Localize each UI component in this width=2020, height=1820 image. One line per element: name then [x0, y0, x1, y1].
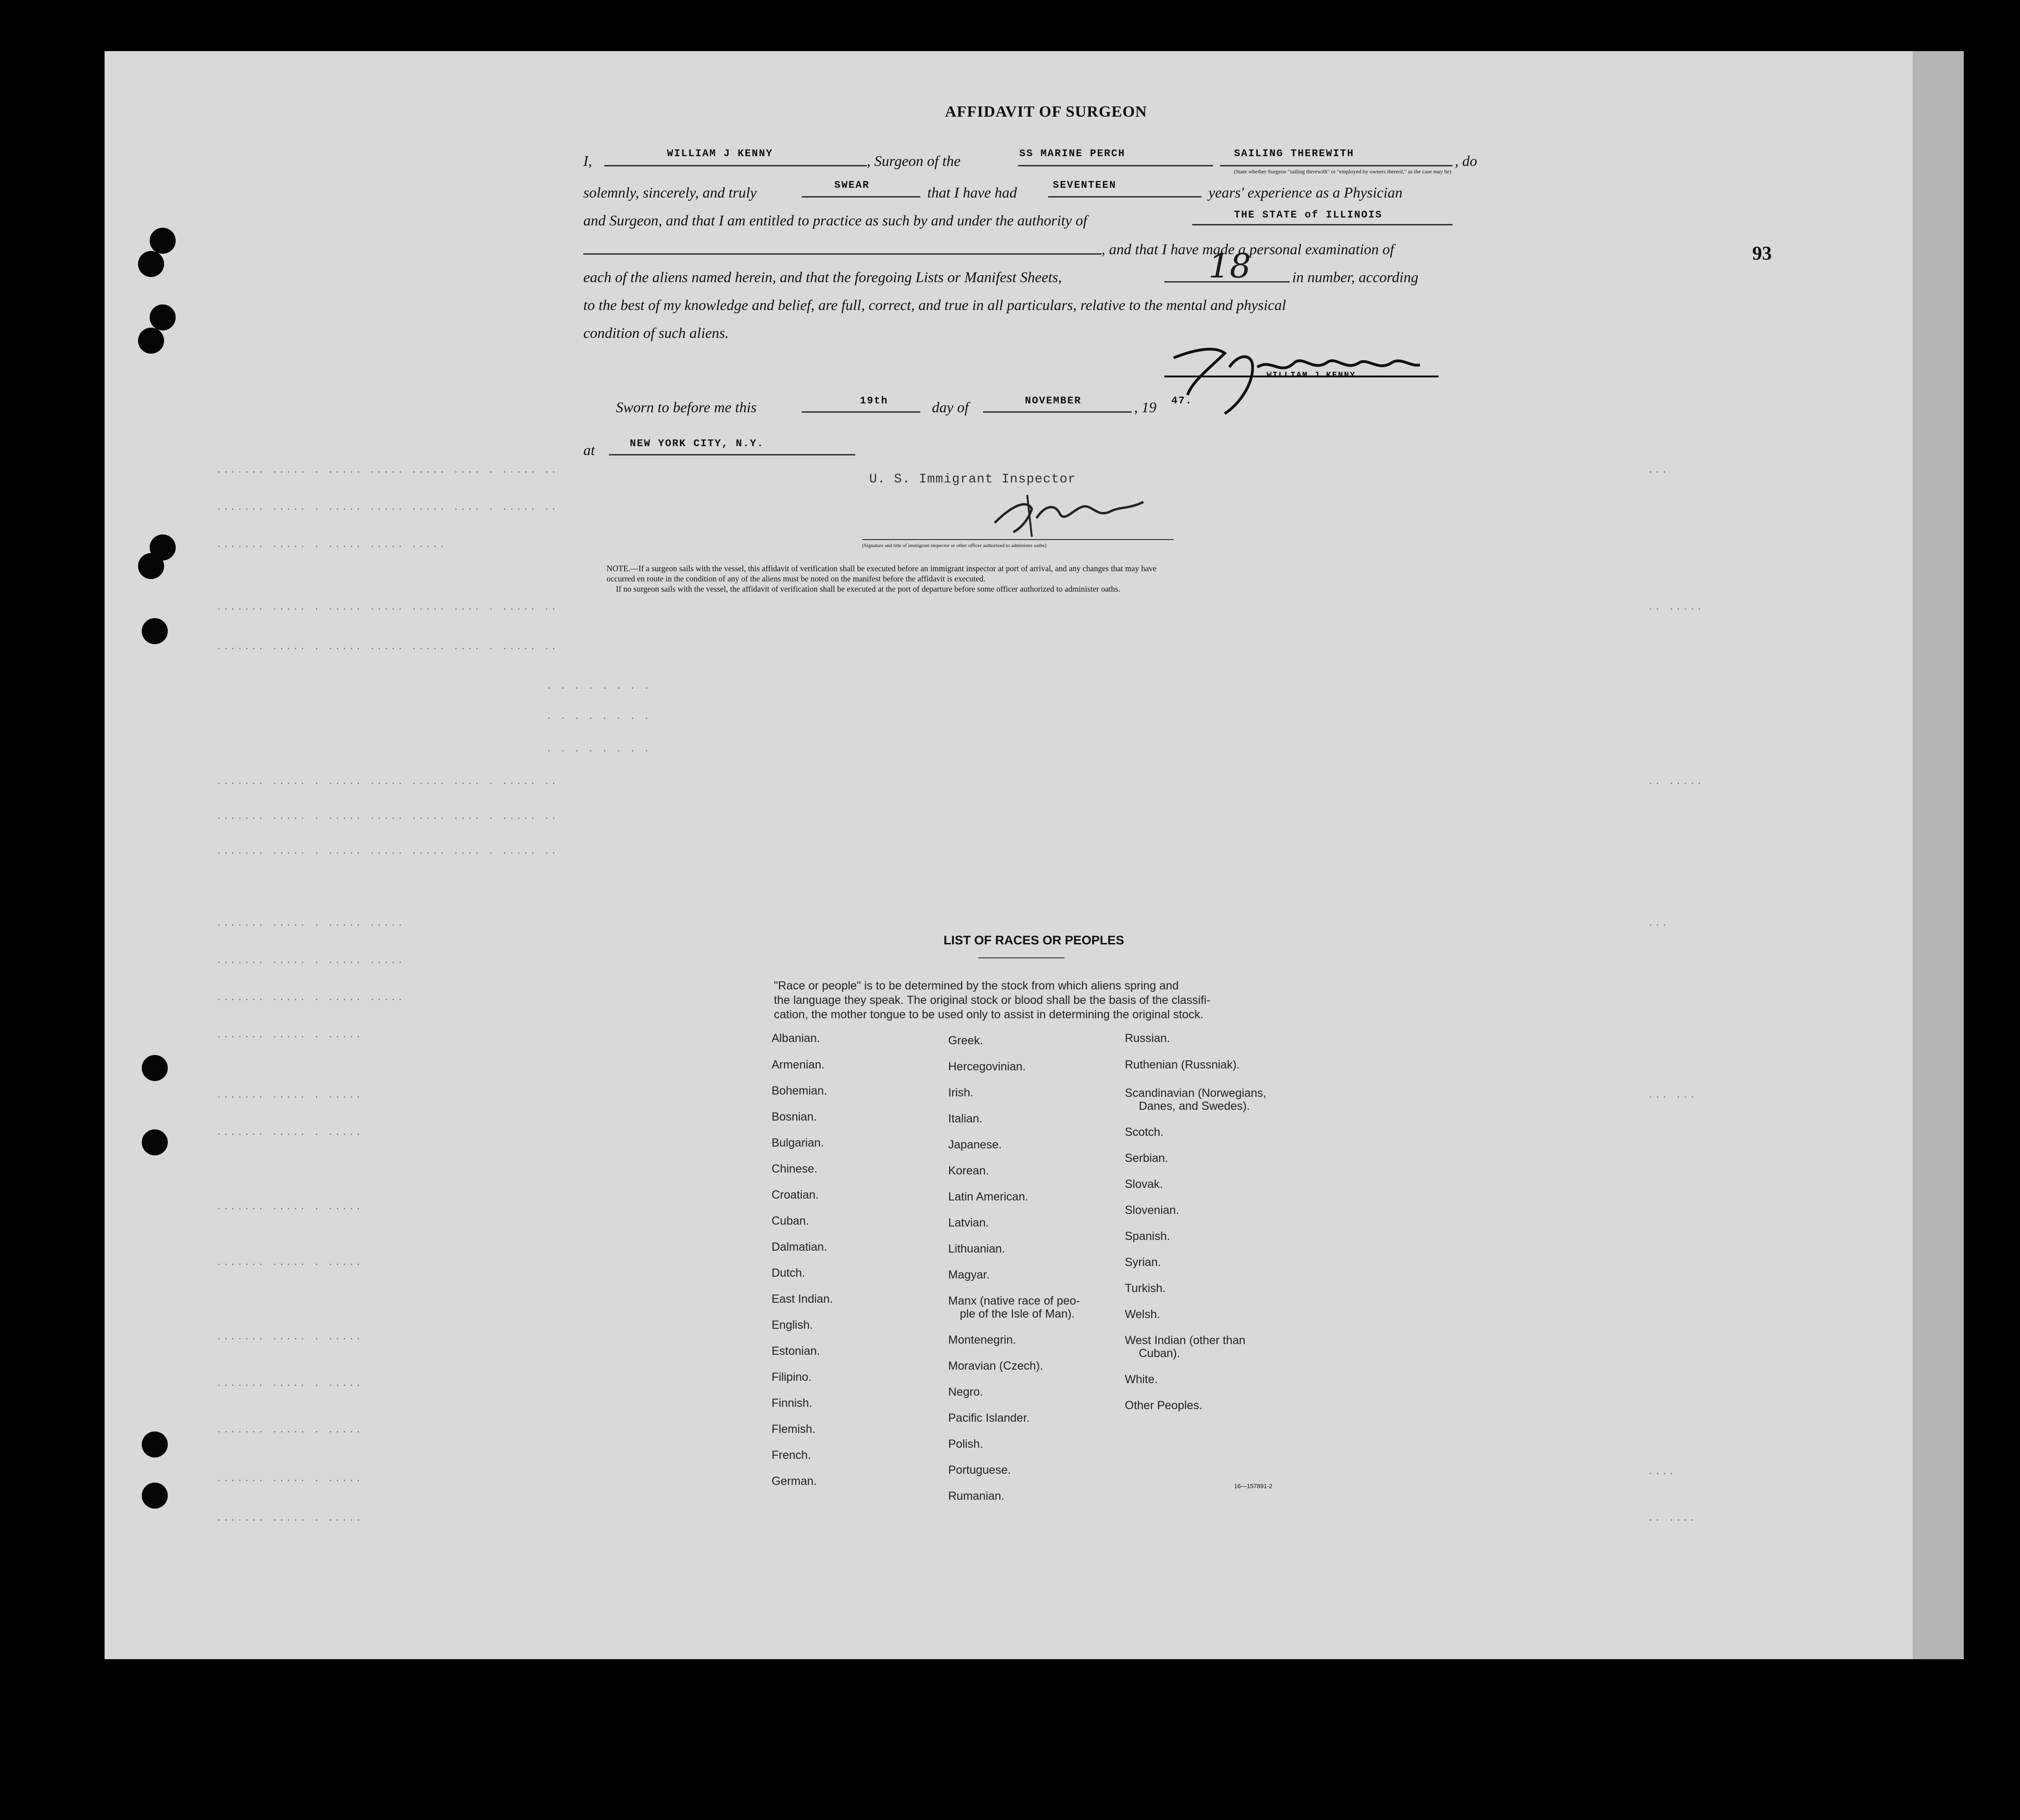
race-item: Lithuanian. [948, 1242, 1005, 1255]
race-item: English. [772, 1319, 813, 1332]
race-item: Other Peoples. [1125, 1399, 1202, 1412]
ghost-row: ······· ····· · ····· ····· ····· [216, 541, 447, 552]
ghost-row: ······· ····· · ····· ····· [216, 957, 405, 968]
year-suffix: 47. [1171, 395, 1193, 407]
race-item: Irish. [948, 1086, 974, 1099]
race-item: Italian. [948, 1112, 983, 1125]
page-edge-strip [1913, 51, 1964, 1659]
sworn-month: NOVEMBER [1025, 395, 1082, 407]
ghost-row: · · · · · · · · [546, 713, 651, 724]
day-of-label: day of [932, 399, 969, 415]
ghost-row: · · · · · · · · [546, 683, 651, 694]
vessel-name: SS MARINE PERCH [1019, 148, 1126, 159]
race-item: Polish. [948, 1438, 984, 1451]
note-line-1: NOTE.—If a surgeon sails with the vessel, this affidavit of verification shall be executed before an immigrant inspector at port of arrival, and any changes that may have [607, 564, 1157, 573]
ghost-row: ······· ····· · ····· [216, 1427, 363, 1438]
race-item: Bohemian. [772, 1084, 827, 1097]
ghost-row: ······· ····· · ····· [216, 1129, 363, 1140]
race-item: Magyar. [948, 1268, 990, 1281]
surgeon-name: WILLIAM J KENNY [667, 148, 773, 159]
inspector-title: U. S. Immigrant Inspector [869, 472, 1076, 487]
inspector-signature [985, 486, 1162, 541]
races-title: LIST OF RACES OR PEOPLES [944, 933, 1124, 947]
race-item: White. [1125, 1373, 1158, 1386]
race-item: Syrian. [1125, 1256, 1161, 1269]
race-item: Russian. [1125, 1032, 1170, 1045]
ghost-row: ···· [1648, 1469, 1676, 1479]
race-item: Slovak. [1125, 1178, 1163, 1191]
race-item: ple of the Isle of Man). [960, 1307, 1075, 1320]
race-item: Dutch. [772, 1266, 805, 1279]
race-item: German. [772, 1475, 817, 1488]
race-item: Ruthenian (Russniak). [1125, 1058, 1240, 1071]
place-value: NEW YORK CITY, N.Y. [630, 438, 764, 449]
manifest-page [105, 51, 1913, 1659]
ghost-row: ······· ····· · ····· [216, 1092, 363, 1103]
race-item: Spanish. [1125, 1230, 1170, 1243]
ghost-row: ······· ····· · ····· ····· ····· ···· · ····· ·· [216, 778, 558, 789]
ghost-row: ······· ····· · ····· ····· ····· ···· · ····· ·· [216, 504, 558, 515]
race-item: Danes, and Swedes). [1139, 1100, 1250, 1113]
race-item: French. [772, 1449, 811, 1462]
races-intro-line-2: the language they speak. The original stock or blood shall be the basis of the classifi- [774, 994, 1210, 1007]
ghost-row: ······· ····· · ····· ····· ····· ···· · ····· ·· [216, 644, 558, 654]
race-item: Moravian (Czech). [948, 1359, 1043, 1372]
race-item: Bosnian. [772, 1110, 817, 1123]
experience-label: years' experience as a Physician [1208, 184, 1403, 201]
punch-hole [142, 1431, 168, 1457]
race-item: Serbian. [1125, 1152, 1168, 1165]
place-rule [609, 454, 855, 455]
race-item: Chinese. [772, 1162, 818, 1175]
race-item: Bulgarian. [772, 1136, 824, 1149]
ghost-row: ······· ····· · ····· [216, 1380, 363, 1391]
punch-hole [150, 228, 176, 254]
year-prefix: , 19 [1134, 399, 1156, 415]
ghost-row: ·· ····· [1648, 604, 1704, 615]
surgeon-of-label: , Surgeon of the [867, 152, 961, 169]
ghost-row: ······· ····· · ····· ····· ····· ···· · ····· ·· [216, 604, 558, 615]
ghost-row: ······· ····· · ····· [216, 1032, 363, 1042]
race-item: Latin American. [948, 1190, 1029, 1203]
ghost-row: ······· ····· · ····· [216, 1204, 363, 1214]
race-item: East Indian. [772, 1292, 833, 1306]
races-intro-line-3: cation, the mother tongue to be used only to assist in determining the original stock. [774, 1008, 1204, 1021]
race-item: Cuban. [772, 1214, 809, 1227]
race-item: Turkish. [1125, 1282, 1166, 1295]
condition-label: condition of such aliens. [583, 324, 729, 341]
ghost-row: ······· ····· · ····· [216, 1515, 363, 1526]
solemnly-label: solemnly, sincerely, and truly [583, 184, 757, 201]
sheets-count: 18 [1208, 246, 1251, 285]
affidavit-title: AFFIDAVIT OF SURGEON [945, 103, 1147, 120]
ghost-row: ······· ····· · ····· [216, 1334, 363, 1345]
race-item: Pacific Islander. [948, 1411, 1030, 1424]
state-whether-note: (State whether Surgeon "sailing therewith" or "employed by owners thereof," as the case may be) [1234, 168, 1452, 175]
inspector-caption: (Signature and title of immigrant inspector or other officer authorized to administer oaths) [862, 543, 1047, 548]
race-item: Negro. [948, 1385, 984, 1398]
sworn-month-rule [983, 411, 1132, 413]
race-item: Croatian. [772, 1188, 819, 1201]
sailing-rule [1220, 165, 1452, 166]
race-item: Hercegovinian. [948, 1060, 1026, 1073]
race-item: Manx (native race of peo- [948, 1294, 1080, 1307]
authority-value: THE STATE of ILLINOIS [1234, 209, 1383, 221]
name-rule [604, 165, 867, 166]
oath-word: SWEAR [834, 179, 870, 191]
vessel-rule [1018, 165, 1213, 166]
ghost-row: ······· ····· · ····· [216, 1476, 363, 1486]
ghost-row: ······· ····· · ····· ····· ····· ···· · ····· ·· [216, 467, 558, 478]
at-label: at [583, 442, 595, 458]
sworn-day: 19th [860, 395, 888, 407]
belief-label: to the best of my knowledge and belief, are full, correct, and true in all particulars, relative to the mental and physical [583, 297, 1286, 313]
note-line-3: If no surgeon sails with the vessel, the affidavit of verification shall be executed at the port of departure before some officer authorized to administer oaths. [616, 584, 1121, 593]
ghost-row: · · · · · · · · [546, 746, 651, 757]
races-intro-line-1: "Race or people" is to be determined by the stock from which aliens spring and [774, 979, 1179, 992]
number-label: in number, according [1292, 269, 1419, 285]
ghost-row: ······· ····· · ····· ····· [216, 995, 405, 1005]
ghost-row: ·· ···· [1648, 1515, 1697, 1526]
i-label: I, [583, 152, 592, 169]
ghost-row: ······· ····· · ····· [216, 1259, 363, 1270]
sworn-label: Sworn to before me this [616, 399, 757, 415]
oath-rule [802, 196, 920, 198]
ghost-row: ······· ····· · ····· ····· ····· ···· · ····· ·· [216, 813, 558, 824]
authority-continued-rule [583, 253, 1102, 255]
note-line-2: occurred en route in the condition of any of the aliens must be noted on the manifest before the affidavit is executed. [607, 574, 986, 583]
form-code: 16—157891-2 [1234, 1483, 1273, 1490]
authority-label: and Surgeon, and that I am entitled to practice as such by and under the authority of [583, 212, 1087, 229]
ghost-row: ··· ··· [1648, 1092, 1697, 1103]
years-label: that I have had [927, 184, 1017, 201]
ghost-row: ··· [1648, 920, 1669, 931]
race-item: Latvian. [948, 1216, 989, 1229]
race-item: Japanese. [948, 1138, 1002, 1151]
race-item: Flemish. [772, 1423, 816, 1436]
race-item: Cuban). [1139, 1347, 1180, 1360]
ghost-row: ·· ····· [1648, 778, 1704, 789]
signature-printed-name: WILLIAM J KENNY [1267, 371, 1356, 380]
punch-hole [138, 553, 164, 579]
examination-label: , and that I have made a personal examination of [1102, 241, 1394, 257]
race-item: Finnish. [772, 1397, 812, 1410]
race-item: Rumanian. [948, 1490, 1004, 1503]
race-item: Welsh. [1125, 1308, 1160, 1321]
race-item: Montenegrin. [948, 1333, 1016, 1346]
ghost-row: ······· ····· · ····· ····· ····· ···· · ····· ·· [216, 848, 558, 859]
sailing-status: SAILING THEREWITH [1234, 148, 1354, 159]
inspector-rule [862, 539, 1174, 540]
punch-hole [150, 304, 176, 330]
race-item: Estonian. [772, 1345, 820, 1358]
years-value: SEVENTEEN [1053, 179, 1116, 191]
race-item: Portuguese. [948, 1464, 1011, 1477]
aliens-label: each of the aliens named herein, and that the foregoing Lists or Manifest Sheets, [583, 269, 1062, 285]
sworn-day-rule [802, 411, 920, 413]
do-label: , do [1455, 152, 1477, 169]
authority-rule [1192, 224, 1452, 225]
punch-hole [142, 1483, 168, 1509]
punch-hole [142, 618, 168, 644]
race-item: Albanian. [772, 1032, 820, 1045]
race-item: Slovenian. [1125, 1204, 1179, 1217]
race-item: Armenian. [772, 1058, 825, 1071]
race-item: West Indian (other than [1125, 1334, 1246, 1347]
race-item: Korean. [948, 1164, 989, 1177]
race-item: Dalmatian. [772, 1240, 827, 1253]
page-number: 93 [1752, 243, 1772, 264]
race-item: Scotch. [1125, 1126, 1164, 1139]
ghost-row: ··· [1648, 467, 1669, 478]
punch-hole [138, 328, 164, 354]
years-rule [1048, 196, 1201, 198]
race-item: Greek. [948, 1034, 984, 1047]
race-item: Scandinavian (Norwegians, [1125, 1087, 1267, 1100]
punch-hole [142, 1055, 168, 1081]
race-item: Filipino. [772, 1371, 812, 1384]
punch-hole [138, 251, 164, 277]
punch-hole [142, 1129, 168, 1155]
races-title-rule [978, 957, 1064, 958]
ghost-row: ······· ····· · ····· ····· [216, 920, 405, 931]
